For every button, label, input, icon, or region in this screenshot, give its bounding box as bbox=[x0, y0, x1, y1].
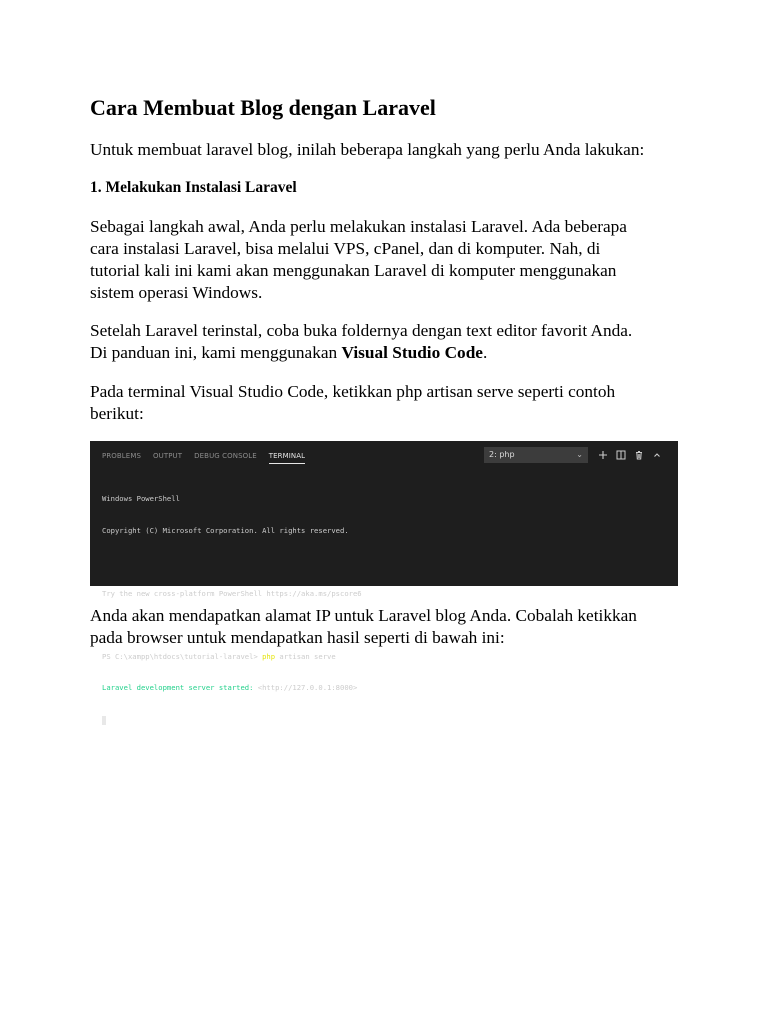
terminal-command: php bbox=[262, 651, 276, 661]
paragraph-line bbox=[90, 342, 690, 364]
terminal-line: Windows PowerShell bbox=[102, 494, 180, 503]
terminal-line: Try the new cross-platform PowerShell https://aka.ms/pscore6 bbox=[102, 588, 362, 598]
paragraph-line: berikut: bbox=[90, 404, 144, 423]
editor-paragraph bbox=[90, 320, 690, 364]
terminal-server-line bbox=[102, 683, 362, 694]
tab-output[interactable]: OUTPUT bbox=[153, 452, 183, 460]
terminal-line: Copyright (C) Microsoft Corporation. All rights reserved. bbox=[102, 525, 349, 535]
terminal-actions bbox=[598, 447, 662, 463]
trash-icon[interactable] bbox=[634, 449, 644, 461]
terminal-output[interactable] bbox=[102, 473, 362, 746]
paragraph-line: Sebagai langkah awal, Anda perlu melakukan instalasi Laravel. Ada beberapa bbox=[90, 217, 627, 236]
intro-line: Untuk membuat laravel blog, inilah beberapa langkah yang perlu Anda lakukan: bbox=[90, 140, 645, 159]
intro-paragraph bbox=[90, 139, 690, 161]
visual-studio-code-bold: Visual Studio Code bbox=[341, 343, 483, 362]
terminal-server-url: <http://127.0.0.1:8000> bbox=[257, 683, 358, 692]
terminal-cursor bbox=[102, 716, 106, 725]
paragraph-line: sistem operasi Windows. bbox=[90, 283, 263, 302]
tab-debug-console[interactable]: DEBUG CONSOLE bbox=[194, 452, 257, 460]
tab-problems[interactable]: PROBLEMS bbox=[102, 452, 142, 460]
terminal-command-args: artisan serve bbox=[275, 651, 336, 661]
terminal-command-line bbox=[102, 652, 362, 663]
terminal-prompt: PS C:\xampp\htdocs\tutorial-laravel> bbox=[102, 651, 263, 661]
paragraph-line: tutorial kali ini kami akan menggunakan Laravel di komputer menggunakan bbox=[90, 261, 617, 280]
chevron-down-icon: ⌄ bbox=[576, 450, 583, 459]
paragraph-line: cara instalasi Laravel, bisa melalui VPS, cPanel, dan di komputer. Nah, di bbox=[90, 239, 601, 258]
paragraph-line: Pada terminal Visual Studio Code, ketikkan php artisan serve seperti contoh bbox=[90, 382, 616, 401]
section-heading: 1. Melakukan Instalasi Laravel bbox=[90, 179, 297, 196]
terminal-select-value: 2: php bbox=[489, 450, 515, 459]
document-title: Cara Membuat Blog dengan Laravel bbox=[90, 95, 436, 120]
paragraph-line: pada browser untuk mendapatkan hasil seperti di bawah ini: bbox=[90, 628, 505, 647]
paragraph-text: Di panduan ini, kami menggunakan bbox=[90, 343, 342, 362]
installation-paragraph bbox=[90, 216, 690, 304]
paragraph-line: Anda akan mendapatkan alamat IP untuk Laravel blog Anda. Cobalah ketikkan bbox=[90, 606, 637, 625]
plus-icon[interactable] bbox=[598, 449, 608, 461]
terminal-select[interactable] bbox=[484, 447, 588, 463]
tab-terminal[interactable]: TERMINAL bbox=[269, 449, 305, 464]
terminal-blank-line bbox=[102, 557, 362, 568]
paragraph-line: Setelah Laravel terinstal, coba buka foldernya dengan text editor favorit Anda. bbox=[90, 321, 633, 340]
terminal-cursor-line bbox=[102, 715, 362, 726]
terminal-instruction-paragraph bbox=[90, 381, 690, 425]
terminal-blank-line bbox=[102, 620, 362, 631]
terminal-tab-bar bbox=[102, 449, 305, 465]
terminal-server-message: Laravel development server started: bbox=[102, 683, 258, 692]
chevron-up-icon[interactable] bbox=[652, 449, 662, 461]
split-icon[interactable] bbox=[616, 449, 626, 461]
paragraph-text: . bbox=[482, 343, 488, 362]
